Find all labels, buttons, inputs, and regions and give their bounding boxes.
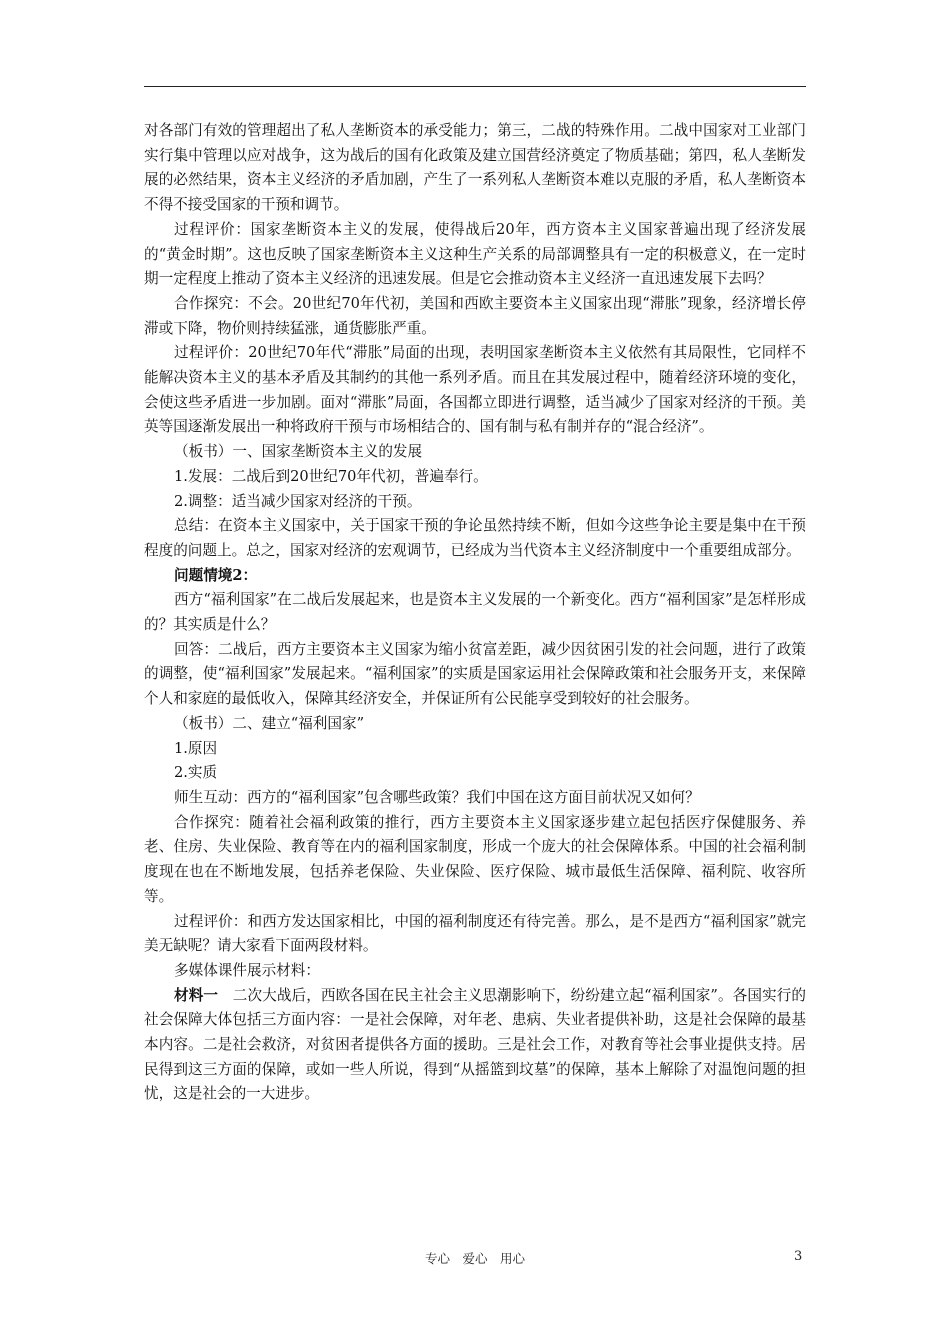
- material-text: 二次大战后，西欧各国在民主社会主义思潮影响下，纷纷建立起“福利国家”。各国实行的社会保障大体包括三方面内容：一是社会保障，对年老、患病、失业者提供补助，这是社会保障的最基本内容。二是社会救济，对贫困者提供各方面的援助。三是社会工作，对教育等社会事业提供支持。居民得到这三方面的保障，或如一些人所说，得到“从摇篮到坟墓”的保障，基本上解除了对温饱问题的担忧，这是社会的一大进步。: [144, 986, 806, 1103]
- page-footer: 专心 爱心 用心: [424, 1251, 525, 1266]
- header-rule: [144, 86, 806, 87]
- document-body: [144, 119, 806, 1107]
- paragraph: 合作探究：不会。20世纪70年代初，美国和西欧主要资本主义国家出现“滞胀”现象，经济增长停滞或下降，物价则持续猛涨，通货膨胀严重。: [144, 294, 806, 337]
- paragraph: 过程评价：国家垄断资本主义的发展，使得战后20年，西方资本主义国家普遍出现了经济发展的“黄金时期”。这也反映了国家垄断资本主义这种生产关系的局部调整具有一定的积极意义，在一定时期一定程度上推动了资本主义经济的迅速发展。但是它会推动资本主义经济一直迅速发展下去吗？: [144, 220, 806, 288]
- material-paragraph: [144, 984, 806, 1108]
- board-heading: （板书）二、建立“福利国家”: [174, 714, 365, 732]
- paragraph: 西方“福利国家”在二战后发展起来，也是资本主义发展的一个新变化。西方“福利国家”是怎样形成的？其实质是什么？: [144, 591, 806, 634]
- board-item: 2.实质: [174, 764, 218, 782]
- paragraph: 多媒体课件展示材料：: [174, 961, 320, 979]
- material-label: 材料一: [174, 986, 219, 1004]
- paragraph: 回答：二战后，西方主要资本主义国家为缩小贫富差距，减少因贫困引发的社会问题，进行了政策的调整，使“福利国家”发展起来。“福利国家”的实质是国家运用社会保障政策和社会服务开支，来保障个人和家庭的最低收入，保障其经济安全，并保证所有公民能享受到较好的社会服务。: [144, 640, 806, 708]
- board-heading: （板书）一、国家垄断资本主义的发展: [174, 443, 423, 461]
- paragraph: 对各部门有效的管理超出了私人垄断资本的承受能力；第三，二战的特殊作用。二战中国家对工业部门实行集中管理以应对战争，这为战后的国有化政策及建立国营经济奠定了物质基础；第四，私人垄断发展的必然结果，资本主义经济的矛盾加剧，产生了一系列私人垄断资本难以克服的矛盾，私人垄断资本不得不接受国家的干预和调节。: [144, 122, 806, 214]
- board-item: 1.原因: [174, 739, 218, 757]
- board-item: 1.发展：二战后到20世纪70年代初，普遍奉行。: [174, 467, 488, 485]
- paragraph: 过程评价：20世纪70年代“滞胀”局面的出现，表明国家垄断资本主义依然有其局限性，它同样不能解决资本主义的基本矛盾及其制约的其他一系列矛盾。而且在其发展过程中，随着经济环境的变化，会使这些矛盾进一步加剧。面对“滞胀”局面，各国都立即进行调整，适当减少了国家对经济的干预。美英等国逐渐发展出一种将政府干预与市场相结合的、国有制与私有制并存的“混合经济”。: [144, 344, 806, 436]
- paragraph: 过程评价：和西方发达国家相比，中国的福利制度还有待完善。那么，是不是西方“福利国家”就完美无缺呢？请大家看下面两段材料。: [144, 912, 806, 955]
- page-number: 3: [794, 1249, 803, 1264]
- section-heading: 问题情境2：: [174, 566, 258, 584]
- board-item: 2.调整：适当减少国家对经济的干预。: [174, 492, 422, 510]
- paragraph: 总结：在资本主义国家中，关于国家干预的争论虽然持续不断，但如今这些争论主要是集中在干预程度的问题上。总之，国家对经济的宏观调节，已经成为当代资本主义经济制度中一个重要组成部分。: [144, 517, 806, 559]
- paragraph: 师生互动：西方的“福利国家”包含哪些政策？我们中国在这方面目前状况又如何？: [174, 788, 700, 806]
- paragraph: 合作探究：随着社会福利政策的推行，西方主要资本主义国家逐步建立起包括医疗保健服务、养老、住房、失业保险、教育等在内的福利国家制度，形成一个庞大的社会保障体系。中国的社会福利制度现在也在不断地发展，包括养老保险、失业保险、医疗保险、城市最低生活保障、福利院、收容所等。: [144, 813, 806, 905]
